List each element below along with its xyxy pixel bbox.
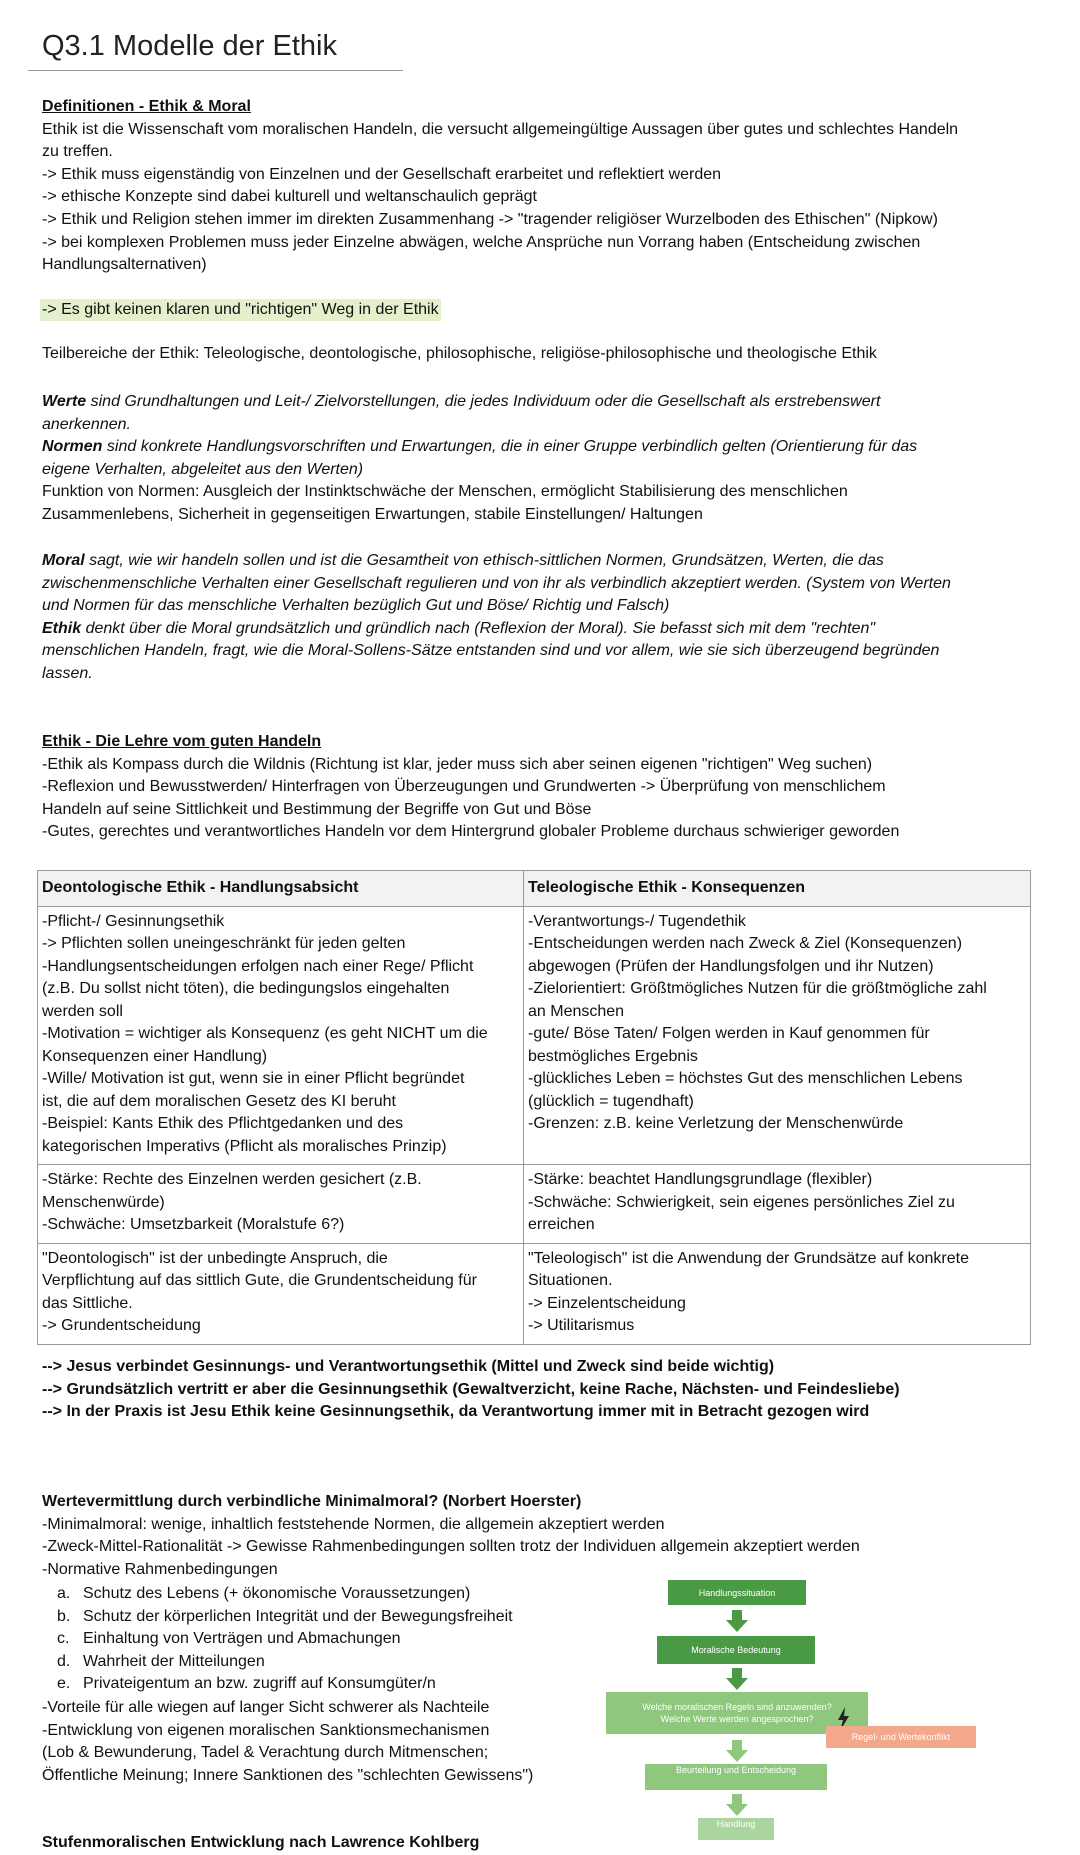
flow-box-line: Welche moralischen Regeln sind anzuwenden? xyxy=(642,1702,832,1712)
text-line: anerkennen. xyxy=(42,415,131,433)
list-item xyxy=(57,1651,617,1674)
cell-line: -> Grundentscheidung xyxy=(42,1317,201,1334)
text-line: --> Grundsätzlich vertritt er aber die Gesinnungsethik (Gewaltverzicht, keine Rache, Nächsten- und Feindesliebe) xyxy=(42,1380,900,1398)
flow-box-handlung: Handlung xyxy=(698,1818,774,1840)
cell-line: -Wille/ Motivation ist gut, wenn sie in einer Pflicht begründet xyxy=(42,1070,465,1087)
flow-box-beurteilung: Beurteilung und Entscheidung xyxy=(645,1764,827,1790)
text-line: Öffentliche Meinung; Innere Sanktionen des "schlechten Gewissens") xyxy=(42,1766,534,1784)
cell-line: "Deontologisch" ist der unbedingte Anspruch, die xyxy=(42,1249,388,1267)
table-row xyxy=(38,1165,1031,1244)
cell-line: -Stärke: beachtet Handlungsgrundlage (flexibler) xyxy=(528,1171,873,1188)
section-werte-normen xyxy=(42,391,1042,527)
cell-line: -Verantwortungs-/ Tugendethik xyxy=(528,912,746,930)
list-marker: a. xyxy=(57,1585,71,1602)
term-normen: Normen xyxy=(42,438,103,456)
text-line: -> ethische Konzepte sind dabei kulturell und weltanschaulich geprägt xyxy=(42,188,537,206)
section-definitions xyxy=(42,96,1042,366)
list-item-text: Privateigentum an bzw. zugriff auf Konsumgüter/n xyxy=(83,1675,436,1693)
teilbereiche-text: Teilbereiche der Ethik: Teleologische, deontologische, philosophische, religiöse-philosophische und theologische Ethik xyxy=(42,345,877,363)
cutoff-heading-wrap xyxy=(42,1832,542,1851)
cell-line: Situationen. xyxy=(528,1272,613,1289)
cell-line: -Zielorientiert: Größtmögliches Nutzen für die größtmögliche zahl xyxy=(528,980,987,997)
cell-line: -Pflicht-/ Gesinnungsethik xyxy=(42,912,225,930)
section-heading: Wertevermittlung durch verbindliche Minimalmoral? (Norbert Hoerster) xyxy=(42,1493,582,1510)
cell-line: -> Pflichten sollen uneingeschränkt für jeden gelten xyxy=(42,935,406,952)
cell-line: -Grenzen: z.B. keine Verletzung der Menschenwürde xyxy=(528,1115,904,1132)
text-line: -> bei komplexen Problemen muss jeder Einzelne abwägen, welche Ansprüche nun Vorrang haben (Entscheidung zwischen xyxy=(42,233,921,251)
text-line: --> In der Praxis ist Jesu Ethik keine Gesinnungsethik, da Verantwortung immer mit in Betracht gezogen wird xyxy=(42,1403,870,1421)
title-divider xyxy=(28,70,403,71)
term-werte: Werte xyxy=(42,393,87,410)
text-line: sind Grundhaltungen und Leit-/ Zielvorstellungen, die jedes Individuum oder die Gesellschaft als erstrebenswert xyxy=(86,393,881,410)
down-arrow-icon xyxy=(726,1794,748,1816)
list-marker: e. xyxy=(57,1675,71,1693)
table-cell xyxy=(38,1243,524,1344)
text-line: lassen. xyxy=(42,664,93,682)
text-line: -Reflexion und Bewusstwerden/ Hinterfragen von Überzeugungen und Grundwerten -> Überprüfung von menschlichem xyxy=(42,778,886,796)
normative-list xyxy=(57,1583,617,1696)
text-line: -Vorteile für alle wiegen auf langer Sicht schwerer als Nachteile xyxy=(42,1699,490,1716)
text-line: -Minimalmoral: wenige, inhaltlich feststehende Normen, die allgemein akzeptiert werden xyxy=(42,1515,665,1533)
down-arrow-icon xyxy=(726,1668,748,1690)
text-line: -Ethik als Kompass durch die Wildnis (Richtung ist klar, jeder muss sich aber seinen eigenen "richtigen" Weg suchen) xyxy=(42,755,873,773)
text-line: zu treffen. xyxy=(42,143,113,161)
cell-line: bestmögliches Ergebnis xyxy=(528,1047,698,1065)
table-cell xyxy=(524,906,1031,1165)
section-minimalmoral-after xyxy=(42,1697,602,1787)
cell-line: -Stärke: Rechte des Einzelnen werden gesichert (z.B. xyxy=(42,1171,422,1188)
table-row xyxy=(38,906,1031,1165)
text-line: -> Ethik und Religion stehen immer im direkten Zusammenhang -> "tragender religiöser Wurzelboden des Ethischen" (Nipkow) xyxy=(42,210,938,228)
section-minimalmoral xyxy=(42,1491,1042,1581)
cell-line: Konsequenzen einer Handlung) xyxy=(42,1047,268,1065)
table-header-teleologisch: Teleologische Ethik - Konsequenzen xyxy=(524,871,1031,907)
section-moral-ethik xyxy=(42,550,1042,686)
text-line: (Lob & Bewunderung, Tadel & Verachtung durch Mitmenschen; xyxy=(42,1744,489,1762)
cell-line: (glücklich = tugendhaft) xyxy=(528,1092,694,1110)
cell-line: -Entscheidungen werden nach Zweck & Ziel (Konsequenzen) xyxy=(528,935,963,952)
cell-line: -> Einzelentscheidung xyxy=(528,1294,686,1312)
list-item-text: Schutz des Lebens (+ ökonomische Voraussetzungen) xyxy=(83,1585,471,1602)
highlighted-statement: -> Es gibt keinen klaren und "richtigen" Weg in der Ethik xyxy=(40,299,441,322)
text-line: Funktion von Normen: Ausgleich der Instinktschwäche der Menschen, ermöglicht Stabilisierung des menschlichen xyxy=(42,483,848,501)
cell-line: erreichen xyxy=(528,1216,595,1233)
cell-line: -Motivation = wichtiger als Konsequenz (es geht NICHT um die xyxy=(42,1025,488,1042)
flow-box-handlungssituation: Handlungssituation xyxy=(668,1580,806,1605)
flow-box-konflikt: Regel- und Wertekonflikt xyxy=(826,1726,976,1748)
text-line: -Zweck-Mittel-Rationalität -> Gewisse Rahmenbedingungen sollten trotz der Individuen allgemein akzeptiert werden xyxy=(42,1538,860,1556)
term-moral: Moral xyxy=(42,552,85,569)
text-line: --> Jesus verbindet Gesinnungs- und Verantwortungsethik (Mittel und Zweck sind beide wichtig) xyxy=(42,1358,775,1375)
list-item xyxy=(57,1583,617,1606)
text-line: Handlungsalternativen) xyxy=(42,256,207,274)
cell-line: das Sittliche. xyxy=(42,1294,133,1312)
cell-line: -Schwäche: Umsetzbarkeit (Moralstufe 6?) xyxy=(42,1216,345,1233)
down-arrow-icon xyxy=(726,1740,748,1762)
flow-box-moralische-bedeutung: Moralische Bedeutung xyxy=(657,1636,815,1664)
cell-line: kategorischen Imperativs (Pflicht als moralisches Prinzip) xyxy=(42,1137,447,1155)
cell-line: Verpflichtung auf das sittlich Gute, die Grundentscheidung für xyxy=(42,1272,477,1289)
text-line: und Normen für das menschliche Verhalten bezüglich Gut und Böse/ Richtig und Falsch) xyxy=(42,597,670,615)
table-cell xyxy=(38,1165,524,1244)
list-marker: c. xyxy=(57,1630,70,1648)
cell-line: (z.B. Du sollst nicht töten), die bedingungslos eingehalten xyxy=(42,980,450,997)
table-row xyxy=(38,1243,1031,1344)
page-title: Q3.1 Modelle der Ethik xyxy=(42,30,337,62)
list-item xyxy=(57,1673,617,1696)
down-arrow-icon xyxy=(726,1610,748,1632)
cell-line: -Handlungsentscheidungen erfolgen nach einer Rege/ Pflicht xyxy=(42,957,474,975)
text-line: sagt, wie wir handeln sollen und ist die Gesamtheit von ethisch-sittlichen Normen, Grundsätzen, Werten, die das xyxy=(84,552,884,569)
table-cell xyxy=(524,1165,1031,1244)
text-line: eigene Verhalten, abgeleitet aus den Werten) xyxy=(42,460,364,478)
cell-line: -glückliches Leben = höchstes Gut des menschlichen Lebens xyxy=(528,1070,963,1087)
section-heading: Definitionen - Ethik & Moral xyxy=(42,98,251,115)
cell-line: -> Utilitarismus xyxy=(528,1317,635,1334)
cell-line: -Beispiel: Kants Ethik des Pflichtgedanken und des xyxy=(42,1115,404,1132)
cutoff-heading: Stufenmoralischen Entwicklung nach Lawrence Kohlberg xyxy=(42,1834,480,1851)
text-line: -Entwicklung von eigenen moralischen Sanktionsmechanismen xyxy=(42,1721,490,1739)
cell-line: werden soll xyxy=(42,1002,123,1020)
section-jesus xyxy=(42,1356,1042,1424)
text-line: -> Ethik muss eigenständig von Einzelnen und der Gesellschaft erarbeitet und reflektiert werden xyxy=(42,165,722,183)
comparison-table xyxy=(37,870,1031,1345)
cell-line: Menschenwürde) xyxy=(42,1193,165,1211)
table-cell xyxy=(524,1243,1031,1344)
list-item xyxy=(57,1606,617,1629)
list-marker: b. xyxy=(57,1607,71,1625)
table-header-deontologisch: Deontologische Ethik - Handlungsabsicht xyxy=(38,871,524,907)
text-line: zwischenmenschliche Verhalten einer Gesellschaft regulieren und von ihr als verbindlich akzeptiert werden. (System von Werten xyxy=(42,574,951,592)
term-ethik: Ethik xyxy=(42,619,82,637)
list-item-text: Wahrheit der Mitteilungen xyxy=(83,1652,265,1670)
text-line: sind konkrete Handlungsvorschriften und Erwartungen, die in einer Gruppe verbindlich gelten (Orientierung für das xyxy=(102,438,918,456)
cell-line: "Teleologisch" ist die Anwendung der Grundsätze auf konkrete xyxy=(528,1249,969,1267)
list-item-text: Schutz der körperlichen Integrität und der Bewegungsfreiheit xyxy=(83,1607,513,1625)
text-line: -Gutes, gerechtes und verantwortliches Handeln vor dem Hintergrund globaler Probleme durchaus schwieriger geworden xyxy=(42,823,900,841)
cell-line: -Schwäche: Schwierigkeit, sein eigenes persönliches Ziel zu xyxy=(528,1193,955,1211)
text-line: menschlichen Handeln, fragt, wie die Moral-Sollens-Sätze entstanden sind und vor allem, wie sie sich überzeugend begründen xyxy=(42,642,940,660)
cell-line: an Menschen xyxy=(528,1002,625,1020)
list-item-text: Einhaltung von Verträgen und Abmachungen xyxy=(83,1630,401,1648)
text-line: -Normative Rahmenbedingungen xyxy=(42,1560,278,1578)
cell-line: ist, die auf dem moralischen Gesetz des KI beruht xyxy=(42,1092,396,1110)
list-item xyxy=(57,1628,617,1651)
table-header-row xyxy=(38,871,1031,907)
section-lehre xyxy=(42,731,1042,844)
text-line: Zusammenlebens, Sicherheit in gegenseitigen Erwartungen, stabile Einstellungen/ Haltungen xyxy=(42,505,703,523)
flow-box-line: Welche Werte werden angesprochen? xyxy=(660,1714,814,1724)
text-line: denkt über die Moral grundsätzlich und gründlich nach (Reflexion der Moral). Sie befasst sich mit dem "rechten" xyxy=(81,619,876,637)
section-heading: Ethik - Die Lehre vom guten Handeln xyxy=(42,733,322,750)
table-cell xyxy=(38,906,524,1165)
cell-line: -gute/ Böse Taten/ Folgen werden in Kauf genommen für xyxy=(528,1025,930,1042)
text-line: Ethik ist die Wissenschaft vom moralischen Handeln, die versucht allgemeingültige Aussagen über gutes und schlechtes Handeln xyxy=(42,120,959,138)
cell-line: abgewogen (Prüfen der Handlungsfolgen und ihr Nutzen) xyxy=(528,957,934,975)
text-line: Handeln auf seine Sittlichkeit und Bestimmung der Begriffe von Gut und Böse xyxy=(42,800,592,818)
list-marker: d. xyxy=(57,1652,71,1670)
